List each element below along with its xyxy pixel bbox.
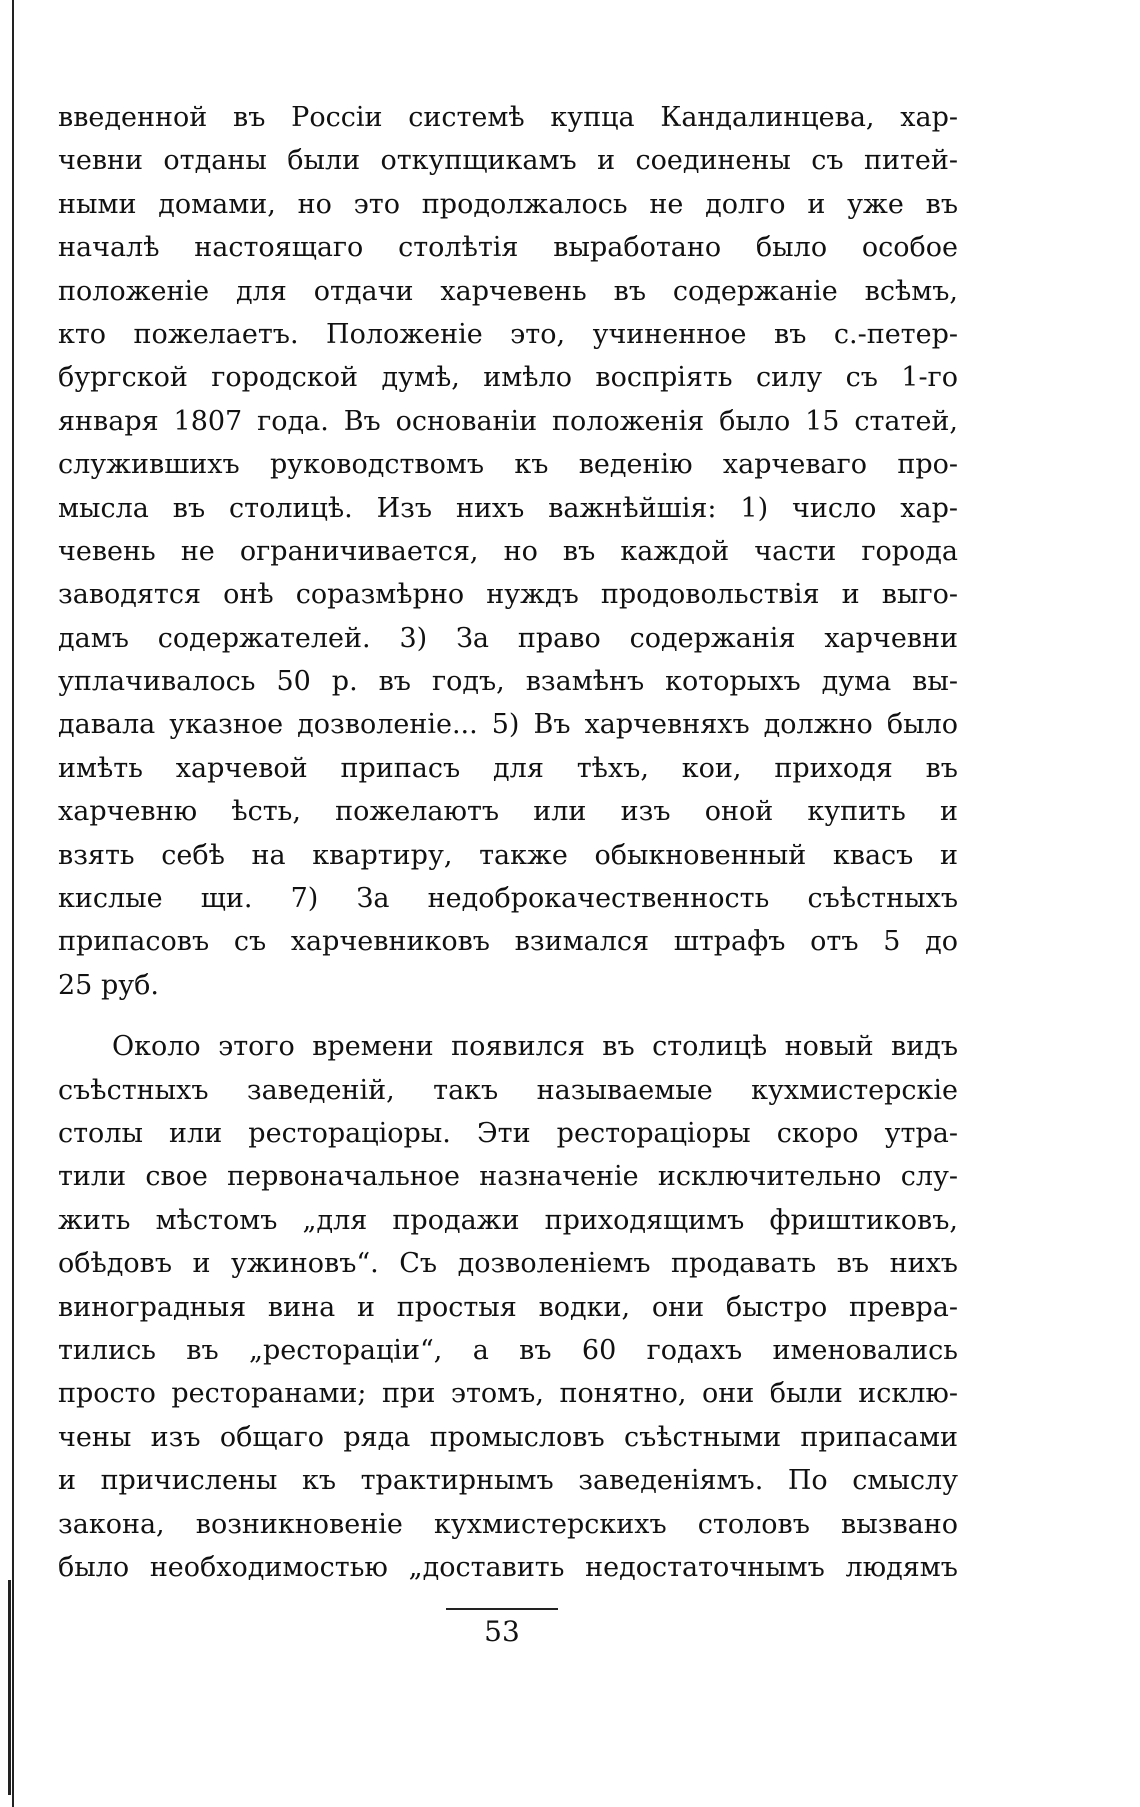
text-line: столы или рестораціоры. Эти рестораціоры скоро утра-: [58, 1117, 958, 1149]
page-body: [58, 96, 958, 1589]
paragraph-2: [58, 1025, 958, 1589]
text-line: припасовъ съ харчевниковъ взимался штрафъ отъ 5 до: [58, 926, 958, 958]
text-line: обѣдовъ и ужиновъ“. Съ дозволеніемъ продавать въ нихъ: [58, 1248, 958, 1280]
text-line: тились въ „ресторацiи“, а въ 60 годахъ именовались: [58, 1334, 958, 1366]
text-line: кто пожелаетъ. Положеніе это, учиненное въ с.-петер-: [58, 318, 958, 350]
text-line: чевни отданы были откупщикамъ и соединены съ питей-: [58, 145, 958, 177]
text-line: чевень не ограничивается, но въ каждой части города: [58, 535, 958, 567]
paragraph-gap: [58, 1007, 958, 1025]
page-left-border: [12, 0, 14, 1807]
text-line: бургской городской думѣ, имѣло воспріять силу съ 1-го: [58, 362, 958, 394]
text-line: взять себѣ на квартиру, также обыкновенный квасъ и: [58, 839, 958, 871]
text-line: ными домами, но это продолжалось не долго и уже въ: [58, 188, 958, 220]
text-line: было необходимостью „доставить недостаточнымъ людямъ: [58, 1551, 958, 1583]
text-line: уплачивалось 50 р. въ годъ, взамѣнъ которыхъ дума вы-: [58, 666, 958, 698]
text-line: имѣть харчевой припасъ для тѣхъ, кои, приходя въ: [58, 752, 958, 784]
text-line: давала указное дозволеніе... 5) Въ харчевняхъ должно было: [58, 709, 958, 741]
text-line: дамъ содержателей. 3) За право содержанія харчевни: [58, 622, 958, 654]
text-line: харчевню ѣсть, пожелаютъ или изъ оной купить и: [58, 796, 958, 828]
text-line: съѣстныхъ заведеній, такъ называемые кухмистерскіе: [58, 1074, 958, 1106]
text-line: положеніе для отдачи харчевень въ содержаніе всѣмъ,: [58, 275, 958, 307]
text-line: чены изъ общаго ряда промысловъ съѣстными припасами: [58, 1421, 958, 1453]
page-left-border-lower: [8, 1580, 11, 1795]
page-number: 53: [484, 1615, 520, 1648]
text-line: тили свое первоначальное назначеніе исключительно слу-: [58, 1161, 958, 1193]
text-line: кислые щи. 7) За недоброкачественность съѣстныхъ: [58, 883, 958, 915]
text-line: введенной въ Россіи системѣ купца Кандалинцева, хар-: [58, 102, 958, 133]
text-line: началѣ настоящаго столѣтія выработано было особое: [58, 232, 958, 264]
text-line: виноградныя вина и простыя водки, они быстро превра-: [58, 1291, 958, 1323]
text-line: и причислены къ трактирнымъ заведеніямъ. По смыслу: [58, 1465, 958, 1497]
text-line: января 1807 года. Въ основаніи положенія было 15 статей,: [58, 405, 958, 437]
text-line: Около этого времени появился въ столицѣ новый видъ: [112, 1031, 958, 1063]
text-line: жить мѣстомъ „для продажи приходящимъ фриштиковъ,: [58, 1204, 958, 1236]
paragraph-1: [58, 96, 958, 1007]
text-line: мысла въ столицѣ. Изъ нихъ важнѣйшія: 1) число хар-: [58, 492, 958, 524]
page-number-rule: [446, 1608, 558, 1610]
text-line: 25 руб.: [58, 969, 159, 1001]
text-line: заводятся онѣ соразмѣрно нуждъ продовольствія и выго-: [58, 579, 958, 611]
text-line: закона, возникновеніе кухмистерскихъ столовъ вызвано: [58, 1508, 958, 1540]
text-line: служившихъ руководствомъ къ веденію харчеваго про-: [58, 449, 958, 481]
text-line: просто ресторанами; при этомъ, понятно, они были исклю-: [58, 1378, 958, 1410]
